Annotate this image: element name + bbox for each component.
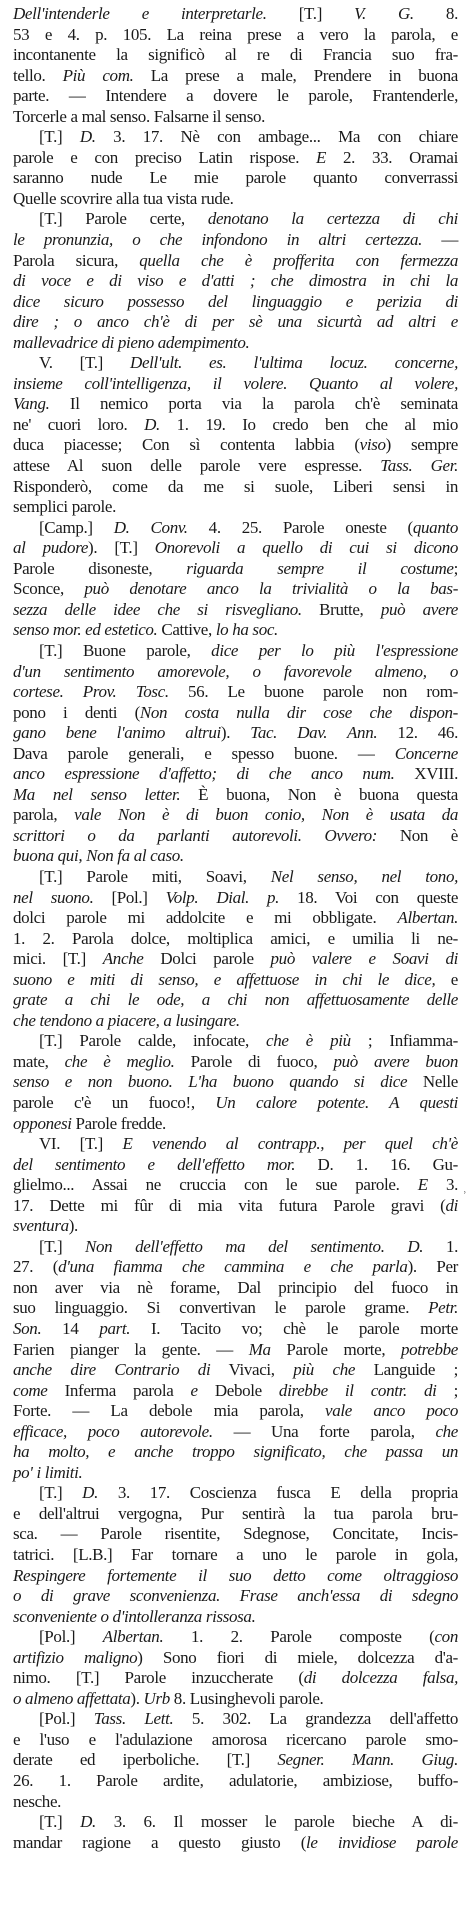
text-line (13, 1566, 458, 1587)
text-run: Parole fredde. (71, 1113, 166, 1133)
italic-run: artifizio maligno (13, 1647, 138, 1667)
text-line (13, 1442, 458, 1463)
text-run: glielmo... Assai ne cruccia con le sue parole. (13, 1175, 418, 1195)
text-line (13, 785, 458, 806)
italic-run: Dell'ult. es. l'ultima locuz. concerne, (130, 353, 458, 373)
text-run: Risponderò, come da me si suole, Liberi sensi in (13, 476, 458, 496)
text-run: [Pol.] (39, 1709, 94, 1729)
text-line (13, 1463, 458, 1484)
text-run: 1. (423, 1236, 458, 1256)
text-run: ; Infiamma- (350, 1031, 458, 1051)
text-line (13, 620, 458, 641)
italic-run: cortese. Prov. Tosc. (13, 682, 169, 702)
italic-run: denotano la certezza di chi (207, 209, 458, 229)
italic-run: gano bene l'animo altrui (13, 723, 221, 743)
text-line (13, 641, 458, 662)
text-line (13, 1750, 458, 1771)
italic-run: E venendo al contrapp., per quel ch'è (122, 1134, 458, 1154)
italic-run: riguarda sempre il costume (186, 558, 454, 578)
text-line (13, 1155, 458, 1176)
text-run: 3. 17. Nè con ambage... Ma con chiare (95, 127, 459, 147)
text-run: 1. 19. Io credo ben che al mio (159, 414, 458, 434)
italic-run: Petr. (428, 1298, 458, 1318)
text-run: pono i denti ( (13, 702, 140, 722)
text-run: [T.] (266, 4, 355, 23)
text-run: D. 1. 16. Gu- (295, 1154, 458, 1174)
text-run: semplici parole. (13, 497, 116, 517)
text-run: Debole (197, 1380, 279, 1400)
text-line (13, 1771, 458, 1792)
text-line (13, 86, 458, 107)
text-run: e dell'altrui vergogna, Pur sentirà la tua parola bru- (13, 1503, 458, 1523)
italic-run: Tac. Dav. Ann. (250, 723, 378, 743)
text-run: V. [T.] (39, 353, 131, 373)
italic-run: vale anco poco (325, 1401, 458, 1421)
text-line (13, 1483, 458, 1504)
text-line (13, 107, 458, 128)
text-run: e l'uso e l'adulazione amorosa ricercano parole smo- (13, 1729, 458, 1749)
text-line (13, 867, 458, 888)
text-run: Parola sicura, (13, 250, 140, 270)
text-run: 8. Lusinghevoli parole. (169, 1688, 324, 1708)
text-run: [T.] (39, 1236, 86, 1256)
italic-run: mallevadrice di pieno adempimento. (13, 332, 250, 352)
italic-run: D. (79, 127, 96, 147)
italic-run: Ma (248, 1339, 271, 1359)
text-line (13, 374, 458, 395)
text-run: duca piacesse; Con sì contenta labbia ( (13, 435, 360, 455)
italic-run: Dell'intenderle e interpretarle. (13, 4, 267, 23)
text-run: Dolci parole (143, 949, 271, 969)
text-line (13, 1709, 458, 1730)
text-line (13, 1648, 458, 1669)
text-line (13, 1319, 458, 1340)
text-line (13, 1833, 458, 1854)
italic-run: o almeno affettata (13, 1688, 131, 1708)
text-run: 2. 33. Oramai (326, 147, 458, 167)
italic-run: buona qui, Non fa al caso. (13, 846, 184, 866)
text-line (13, 66, 458, 87)
italic-run: Tass. Lett. (93, 1709, 174, 1729)
italic-run: anco espressione d'affetto; di che anco num. (13, 764, 395, 784)
text-run: 18. Voi con queste (279, 887, 459, 907)
italic-run: opponesi (13, 1113, 72, 1133)
text-run: parole c'è un fuoco!, (13, 1092, 216, 1112)
text-run: Cattive, (157, 620, 216, 640)
italic-run: al pudore (13, 538, 89, 558)
text-run: 8. (413, 4, 458, 23)
text-line (13, 1792, 458, 1813)
text-run: [T.] (39, 1812, 81, 1832)
text-line (13, 251, 458, 272)
text-line (13, 230, 458, 251)
text-run: 27. ( (13, 1257, 59, 1277)
italic-run: può valere e Soavi di (270, 949, 458, 969)
text-run: 17. Dette mi fûr di mia vita futura Parole gravi ( (13, 1195, 446, 1215)
text-run: Il nemico porta via la parola ch'è seminata (49, 394, 458, 414)
text-run: ). Per (407, 1257, 458, 1277)
text-run: ). (220, 723, 251, 743)
text-line (13, 579, 458, 600)
text-run: derate ed iperboliche. [T.] (13, 1750, 278, 1770)
italic-run: quanto (412, 517, 458, 537)
italic-run: Non dell'effetto ma del sentimento. D. (85, 1236, 424, 1256)
text-line (13, 805, 458, 826)
text-line (13, 1607, 458, 1628)
italic-run: D. (144, 414, 160, 434)
text-run: I. Tacito vo; chè le parole morte (130, 1319, 458, 1338)
text-line (13, 1422, 458, 1443)
text-line (13, 518, 458, 539)
text-line (13, 25, 458, 46)
text-line (13, 1237, 458, 1258)
italic-run: che è più (266, 1031, 351, 1051)
text-run: ; (453, 558, 458, 578)
text-line (13, 1812, 458, 1833)
text-run: Parole morte, (270, 1339, 401, 1359)
italic-run: senso mor. ed estetico. (13, 620, 158, 640)
italic-run: po' i limiti. (13, 1462, 83, 1482)
text-run: 26. 1. Parole ardite, adulatorie, ambiziose, buffo- (13, 1771, 458, 1791)
italic-run: Vang. (13, 394, 50, 414)
italic-run: quella che è profferita con fermezza (139, 250, 458, 270)
text-line (13, 1114, 458, 1135)
text-line (13, 45, 458, 66)
text-line (13, 1360, 458, 1381)
italic-run: d'un sentimento amorevole, o favorevole almeno, o (13, 661, 458, 681)
italic-run: d'una fiamma che cammina e che parla (58, 1257, 408, 1277)
italic-run: sventura (13, 1216, 69, 1236)
italic-run: nel suono. (13, 887, 94, 907)
text-run: sca. — Parole risentite, Sdegnose, Concitate, Incis- (13, 1524, 458, 1544)
text-line (13, 333, 458, 354)
text-line (13, 764, 458, 785)
text-line (13, 1134, 458, 1155)
italic-run: dire ; o anco ch'è di per sè una sicurtà ad altri e (13, 312, 458, 332)
text-run: suo linguaggio. Si convertivan le parole grame. (13, 1298, 429, 1318)
italic-run: anche dire Contrario di (13, 1360, 211, 1380)
italic-run: Anche (102, 949, 144, 969)
text-run: 12. 46. (377, 723, 458, 743)
text-run: — Una forte parola, (212, 1421, 436, 1441)
text-run: ne' cuori loro. (13, 414, 145, 434)
text-line (13, 682, 458, 703)
italic-run: Un calore potente. A questi (215, 1092, 458, 1112)
text-run: [Pol.] (93, 887, 166, 907)
text-run: ) Sono fiori di miele, dolcezza d'a- (137, 1647, 458, 1667)
text-line (13, 600, 458, 621)
text-line (13, 312, 458, 333)
text-run: ). (130, 1688, 144, 1708)
text-line (13, 929, 458, 950)
text-line (13, 189, 458, 210)
text-run: [T.] Parole certe, (39, 209, 208, 229)
text-run: mici. [T.] (13, 949, 103, 969)
italic-run: o di grave sconvenienza. Frase anch'essa di sdegno (13, 1586, 458, 1606)
text-line (13, 1278, 458, 1299)
text-run: mandar ragione a questo giusto ( (13, 1832, 307, 1852)
text-run: parte. — Intendere a dovere le parole, Frantenderle, (13, 86, 458, 106)
text-run: Dava parole generali, e spesso buone. — (13, 743, 395, 763)
text-line (13, 1072, 458, 1093)
italic-run: suono e miti di senso, e affettuose in chi le dice, (13, 969, 436, 989)
italic-run: sconveniente o d'intolleranza rissosa. (13, 1606, 256, 1626)
text-run: nesche. (13, 1791, 62, 1811)
text-run: e (435, 969, 458, 989)
italic-run: senso e non buono. L'ha buono quando si dice (13, 1072, 408, 1092)
margin-mark: ʾ (462, 1190, 467, 1205)
text-run: Torcerle a mal senso. Falsarne il senso. (13, 106, 266, 126)
italic-run: Albertan. (397, 908, 458, 928)
text-line (13, 415, 458, 436)
text-line (13, 1340, 458, 1361)
italic-run: scrittori o da parlanti autorevoli. Ovvero: (13, 825, 378, 845)
italic-run: Tass. Ger. (380, 456, 458, 476)
text-run: ) sempre (385, 435, 459, 455)
italic-run: Volp. Dial. p. (165, 887, 280, 907)
italic-run: ha molto, e anche troppo significato, che passa un (13, 1442, 458, 1462)
text-run: Brutte, (301, 599, 381, 619)
italic-run: che è meglio. (64, 1051, 175, 1071)
text-line (13, 1196, 458, 1217)
text-run: 1. 2. Parola dolce, moltiplica amici, e umilia li ne- (13, 928, 458, 948)
italic-run: con (434, 1627, 458, 1647)
text-line (13, 1545, 458, 1566)
text-line (13, 703, 458, 724)
text-run: 5. 302. La grandezza dell'affetto (173, 1709, 458, 1729)
text-run: 53 e 4. p. 105. La reina prese a vero la parola, e (13, 24, 458, 44)
text-line (13, 538, 458, 559)
italic-run: Onorevoli a quello di cui si dicono (154, 538, 458, 558)
text-run: ). (68, 1216, 78, 1236)
text-run: incontanente la significò al re di Francia suo fra- (13, 45, 458, 65)
text-run: saranno nude Le mie parole quanto converrassi (13, 168, 458, 188)
italic-run: che (435, 1421, 458, 1441)
text-line (13, 497, 458, 518)
italic-run: e (190, 1380, 198, 1400)
italic-run: D. (80, 1812, 96, 1832)
italic-run: part. (99, 1319, 131, 1338)
text-run: VI. [T.] (39, 1134, 123, 1154)
text-line (13, 1689, 458, 1710)
text-line (13, 1093, 458, 1114)
italic-run: più che (293, 1360, 356, 1380)
text-run: [T.] Parole miti, Soavi, (39, 866, 271, 886)
italic-run: Son. (13, 1319, 42, 1338)
text-line (13, 1257, 458, 1278)
text-run: Non è (377, 825, 458, 845)
italic-run: efficace, poco autorevole. (13, 1421, 213, 1441)
text-line (13, 271, 458, 292)
italic-run: direbbe il contr. di (278, 1380, 437, 1400)
italic-run: Più com. (62, 65, 134, 85)
text-line (13, 127, 458, 148)
text-run: [T.] Buone parole, (39, 640, 212, 660)
italic-run: potrebbe (401, 1339, 458, 1359)
text-line (13, 148, 458, 169)
text-line (13, 1381, 458, 1402)
text-line (13, 1586, 458, 1607)
text-run: 4. 25. Parole oneste ( (187, 517, 413, 537)
italic-run: Nel senso, nel tono, (270, 866, 458, 886)
text-line (13, 292, 458, 313)
italic-run: E (417, 1175, 428, 1195)
text-line (13, 1524, 458, 1545)
italic-run: Respingere fortemente il suo detto come oltraggioso (13, 1565, 458, 1585)
text-run: [T.] (39, 127, 80, 147)
text-run: [T.] (39, 1483, 83, 1503)
italic-run: di voce e di viso e d'atti ; che dimostra in chi la (13, 271, 458, 291)
text-line (13, 4, 458, 25)
text-run: attese Al suon delle parole vere espresse. (13, 456, 381, 476)
italic-run: di (445, 1195, 458, 1215)
text-line (13, 1298, 458, 1319)
text-run: tello. (13, 65, 63, 85)
text-line (13, 888, 458, 909)
italic-run: le invidiose parole (306, 1832, 459, 1852)
italic-run: dice sicuro possesso del linguaggio e perizia di (13, 291, 458, 311)
italic-run: lo ha soc. (215, 620, 278, 640)
text-line (13, 1011, 458, 1032)
dictionary-entry-text (13, 4, 458, 1853)
text-line (13, 723, 458, 744)
text-line (13, 456, 458, 477)
text-run: 56. Le buone parole non rom- (168, 682, 458, 702)
text-line (13, 1627, 458, 1648)
text-run: XVIII. (394, 764, 458, 784)
italic-run: Urb (143, 1688, 170, 1708)
text-run: 3. 6. Il mosser le parole bieche A di- (95, 1812, 458, 1832)
text-run: nimo. [T.] Parole inzuccherate ( (13, 1668, 304, 1688)
italic-run: può avere buon (333, 1051, 458, 1071)
text-run: Inferma parola (47, 1380, 191, 1400)
text-run: Forte. — La debole mia parola, (13, 1401, 326, 1421)
text-run: ; (436, 1380, 458, 1400)
italic-run: vale Non è di buon conio, Non è usata da (74, 805, 458, 825)
text-line (13, 949, 458, 970)
italic-run: Albertan. (102, 1627, 164, 1647)
text-run: Parole disoneste, (13, 558, 187, 578)
text-line (13, 353, 458, 374)
italic-run: Ma nel senso letter. (13, 784, 181, 804)
text-run: Sconce, (13, 579, 85, 599)
text-run: Vivaci, (210, 1360, 294, 1380)
text-line (13, 394, 458, 415)
text-line (13, 559, 458, 580)
text-run: Languide ; (355, 1360, 458, 1380)
text-line (13, 1401, 458, 1422)
text-line (13, 1052, 458, 1073)
italic-run: E (316, 147, 327, 167)
italic-run: le pronunzia, o che infondono in altri certezza. (13, 230, 423, 250)
italic-run: insieme coll'intelligenza, il volere. Quanto al volere, (13, 373, 458, 393)
text-line (13, 662, 458, 683)
italic-run: D. Conv. (113, 517, 188, 537)
text-run: [T.] Parole calde, infocate, (39, 1031, 267, 1051)
text-line (13, 168, 458, 189)
italic-run: Non costa nulla dir cose che dispon- (139, 702, 458, 722)
italic-run: grate a chi le ode, a chi non affettuosamente delle (13, 990, 458, 1010)
italic-run: può denotare anco la trivialità o la bas- (84, 579, 459, 599)
text-run: Farien pianger la gente. — (13, 1339, 249, 1359)
italic-run: come (13, 1380, 48, 1400)
italic-run: Concerne (394, 743, 458, 763)
text-run: [Camp.] (39, 517, 114, 537)
italic-run: dice per lo più l'espressione (211, 640, 459, 660)
text-line (13, 1504, 458, 1525)
text-line (13, 908, 458, 929)
text-run: [Pol.] (39, 1627, 103, 1647)
text-line (13, 1730, 458, 1751)
text-line (13, 990, 458, 1011)
text-run: tatrici. [L.B.] Far tornare a uno le parole in gola, (13, 1545, 458, 1565)
text-run: ). [T.] (88, 538, 155, 558)
text-run: 3. (427, 1175, 459, 1195)
text-line (13, 1175, 458, 1196)
text-line (13, 744, 458, 765)
text-line (13, 435, 458, 456)
text-run: parole e con preciso Latin rispose. (13, 147, 317, 167)
text-run: 14 (41, 1319, 100, 1338)
text-line (13, 846, 458, 867)
text-run: 1. 2. Parole composte ( (163, 1627, 435, 1647)
text-line (13, 1668, 458, 1689)
text-run: Nelle (407, 1072, 458, 1092)
text-line (13, 1216, 458, 1237)
italic-run: può avere (380, 599, 458, 619)
text-run: — (422, 230, 458, 250)
text-line (13, 970, 458, 991)
text-line (13, 477, 458, 498)
text-run: parola, (13, 805, 75, 825)
text-run: Parole di fuoco, (174, 1051, 334, 1071)
text-line (13, 209, 458, 230)
text-run: non aver via nè forame, Dal principio del fuoco in (13, 1277, 458, 1297)
text-line (13, 826, 458, 847)
italic-run: del sentimento e dell'effetto mor. (13, 1154, 296, 1174)
italic-run: V. G. (354, 4, 414, 23)
text-run: È buona, Non è buona questa (180, 784, 459, 804)
text-run: dolci parole mi addolcite e mi obbligate. (13, 908, 398, 928)
text-run: La prese a male, Prendere in buona (133, 65, 459, 85)
text-run: Quelle scovrire alla tua vista rude. (13, 188, 234, 208)
text-run: 3. 17. Coscienza fusca E della propria (97, 1483, 458, 1503)
text-run: mate, (13, 1051, 65, 1071)
italic-run: che tendono a piacere, a lusingare. (13, 1010, 240, 1030)
italic-run: di dolcezza falsa, (303, 1668, 458, 1688)
text-line (13, 1031, 458, 1052)
italic-run: Segner. Mann. Giug. (277, 1750, 458, 1770)
italic-run: sezza delle idee che si risvegliano. (13, 599, 302, 619)
italic-run: viso (359, 435, 386, 455)
italic-run: D. (82, 1483, 98, 1503)
